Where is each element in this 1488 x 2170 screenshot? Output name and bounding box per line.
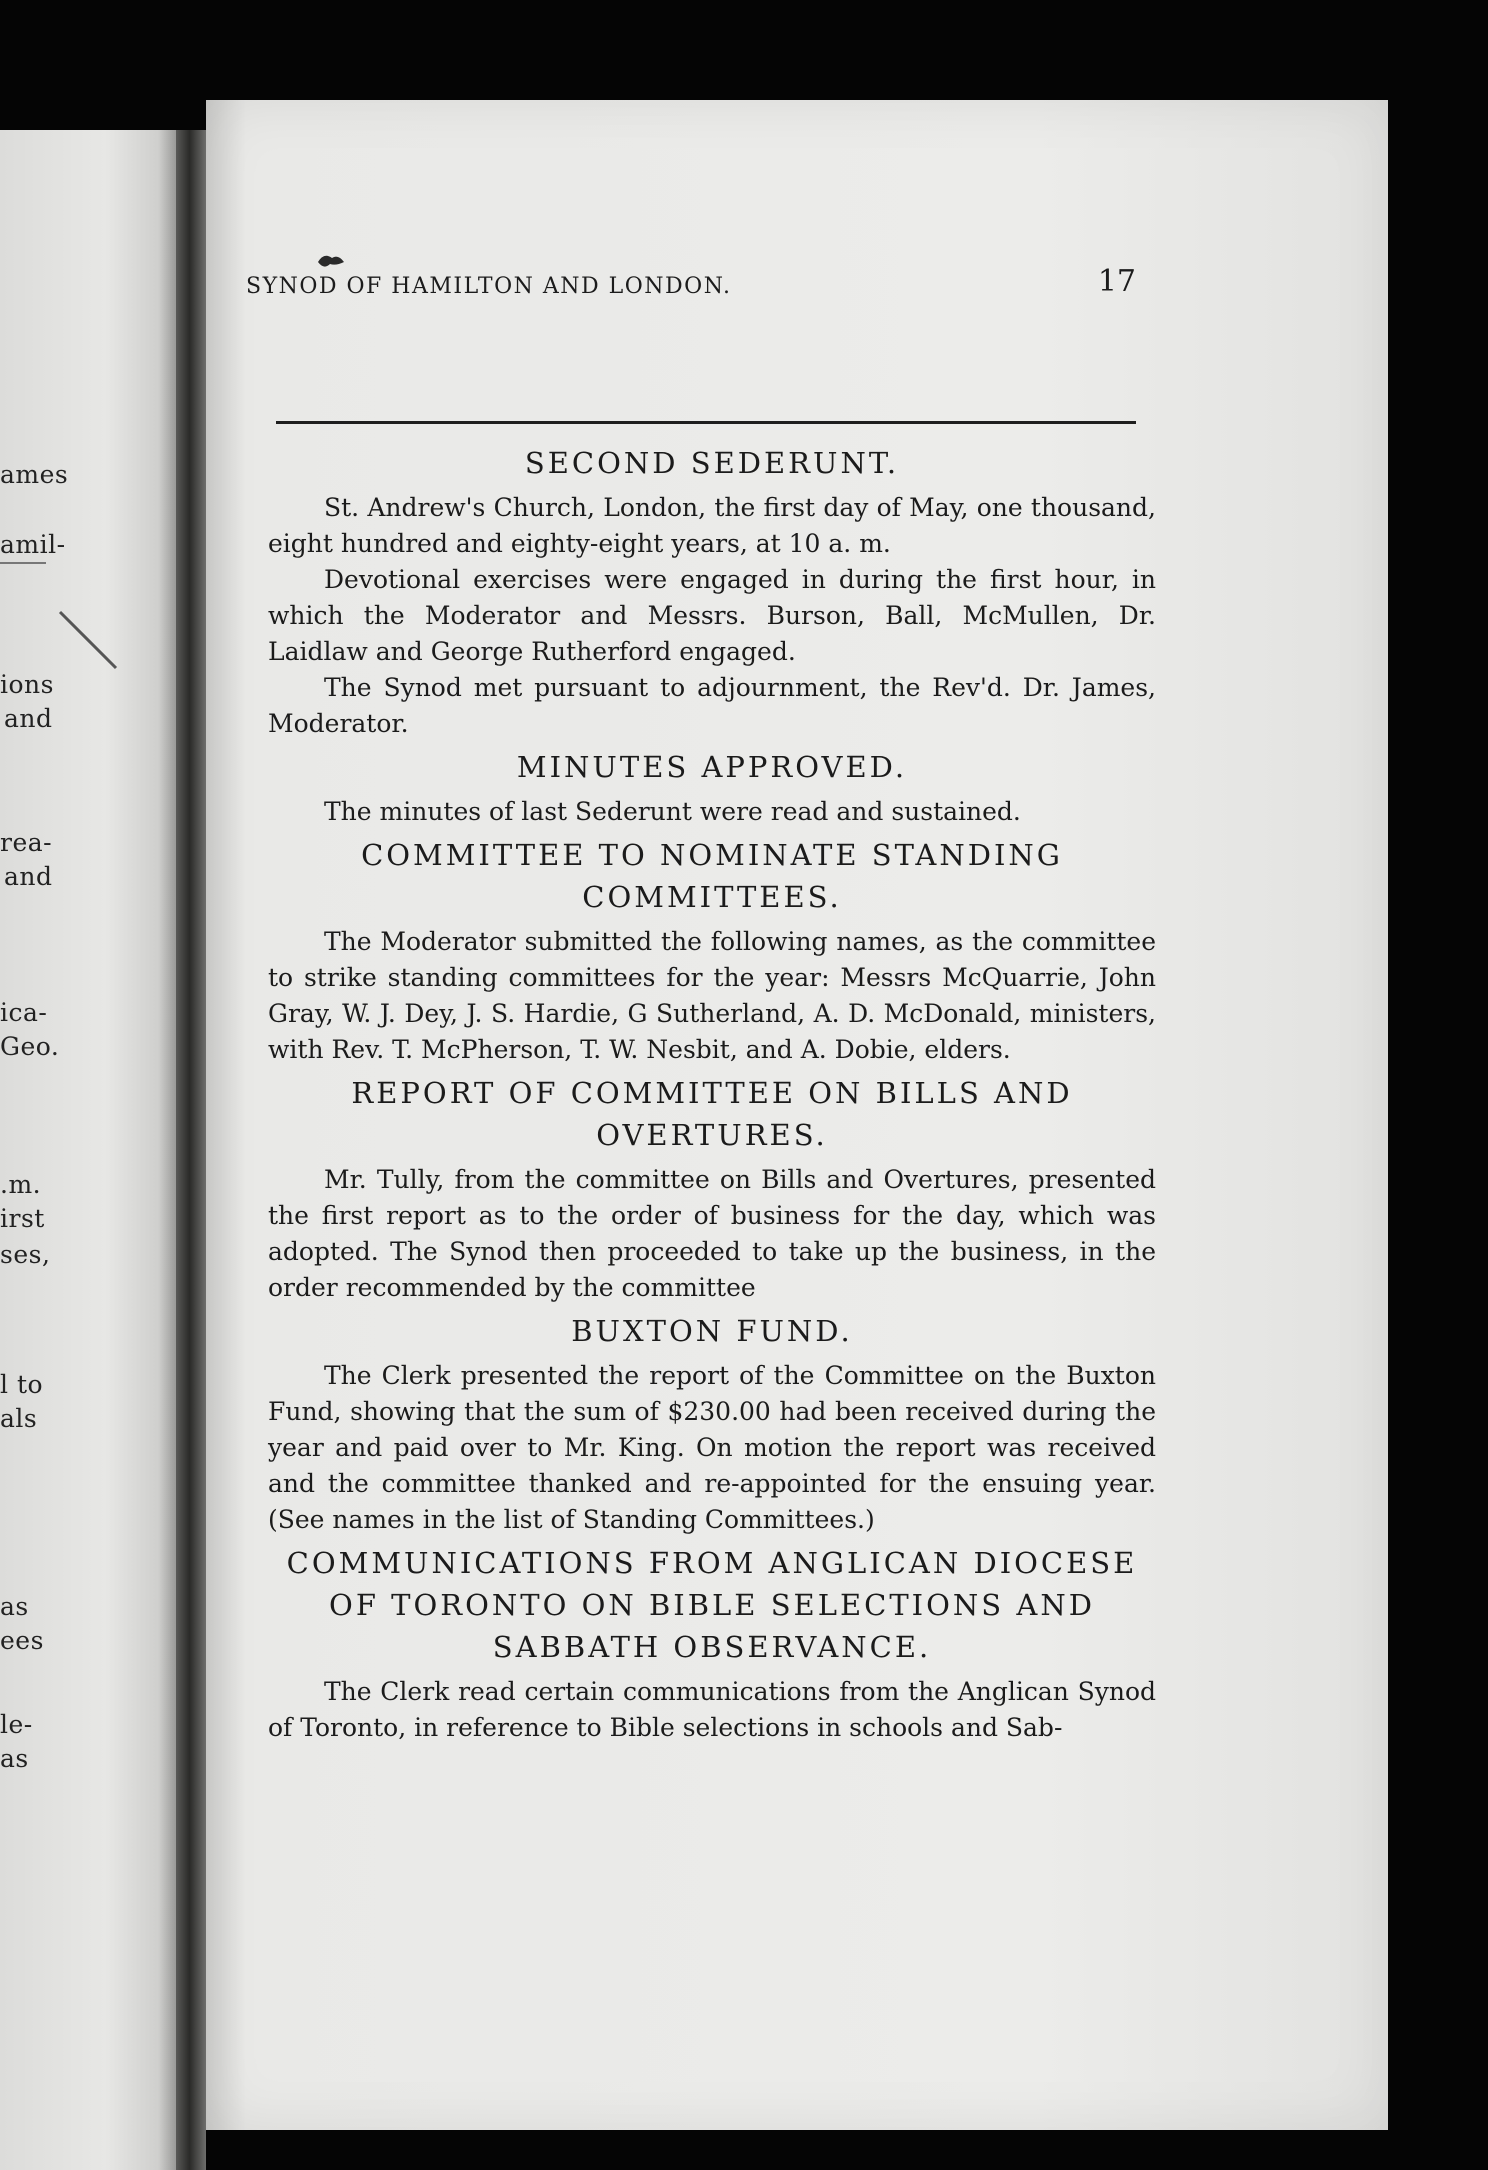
left-fragment: l to — [0, 1370, 44, 1399]
header-rule — [276, 421, 1136, 424]
paragraph: The Clerk presented the report of the Committee on the Buxton Fund, showing that the sum of $230.00 had been received during the year and paid over to Mr. King. On motion the report was received and the committee thanked and re-appointed for the ensuing year. (See names in the list of Standing Committees.) — [268, 1361, 1156, 1534]
left-fragment: irst — [0, 1204, 45, 1233]
left-fragment: rea- — [0, 828, 53, 857]
left-fragment: amil- — [0, 530, 66, 559]
left-fragment: ses, — [0, 1240, 51, 1269]
left-fragment: Geo. — [0, 1032, 60, 1061]
left-fragment: as — [0, 1592, 29, 1621]
left-fragment: als — [0, 1404, 38, 1433]
paragraph: The Synod met pursuant to adjournment, the Rev'd. Dr. James, Moderator. — [268, 673, 1156, 738]
page-number: 17 — [1097, 264, 1136, 299]
paragraph: St. Andrew's Church, London, the first day of May, one thousand, eight hundred and eighty-eight years, at 10 a. m. — [268, 493, 1156, 558]
ink-blot-mark — [314, 248, 348, 272]
left-fragment: ees — [0, 1626, 44, 1655]
section-heading: MINUTES APPROVED. — [516, 750, 908, 784]
book-gutter — [176, 130, 206, 2170]
left-fragment: and — [4, 862, 53, 891]
stray-scratch-mark — [56, 608, 136, 678]
left-fragment: and — [4, 704, 53, 733]
left-page-rule — [0, 562, 46, 564]
paragraph: Mr. Tully, from the committee on Bills and Overtures, presented the first report as to the order of business for the day, which was adopted. The Synod then proceeded to take up the business, in the order recommended by the committee — [268, 1165, 1156, 1302]
left-fragment: ames — [0, 460, 69, 489]
left-facing-page — [0, 130, 176, 2170]
paragraph: The Clerk read certain communications from the Anglican Synod of Toronto, in reference to Bible selections in schools and Sab- — [268, 1677, 1156, 1742]
left-fragment: ica- — [0, 998, 48, 1027]
paragraph: The minutes of last Sederunt were read and sustained. — [324, 797, 1021, 826]
paragraph: The Moderator submitted the following names, as the committee to strike standing committees for the year: Messrs McQuarrie, John Gray, W. J. Dey, J. S. Hardie, G Sutherland, A. D. McDonald, ministers, with Rev. T. McPherson, T. W. Nesbit, and A. Dobie, elders. — [268, 927, 1156, 1064]
running-head-title: SYNOD OF HAMILTON AND LONDON. — [246, 274, 732, 299]
left-fragment: ions — [0, 670, 54, 699]
section-heading: REPORT OF COMMITTEE ON BILLS AND OVERTURES. — [351, 1076, 1073, 1152]
left-fragment: as — [0, 1744, 29, 1773]
section-heading: COMMUNICATIONS FROM ANGLICAN DIOCESE OF TORONTO ON BIBLE SELECTIONS AND SABBATH OBSERVANCE. — [286, 1546, 1138, 1664]
left-fragment: .m. — [0, 1170, 42, 1199]
section-heading: BUXTON FUND. — [571, 1314, 853, 1348]
page-body — [268, 438, 1156, 1746]
paragraph: Devotional exercises were engaged in during the first hour, in which the Moderator and Messrs. Burson, Ball, McMullen, Dr. Laidlaw and George Rutherford engaged. — [268, 565, 1156, 666]
section-heading: COMMITTEE TO NOMINATE STANDING COMMITTEES. — [361, 838, 1063, 914]
left-fragment: le- — [0, 1710, 33, 1739]
section-heading: SECOND SEDERUNT. — [524, 446, 900, 480]
